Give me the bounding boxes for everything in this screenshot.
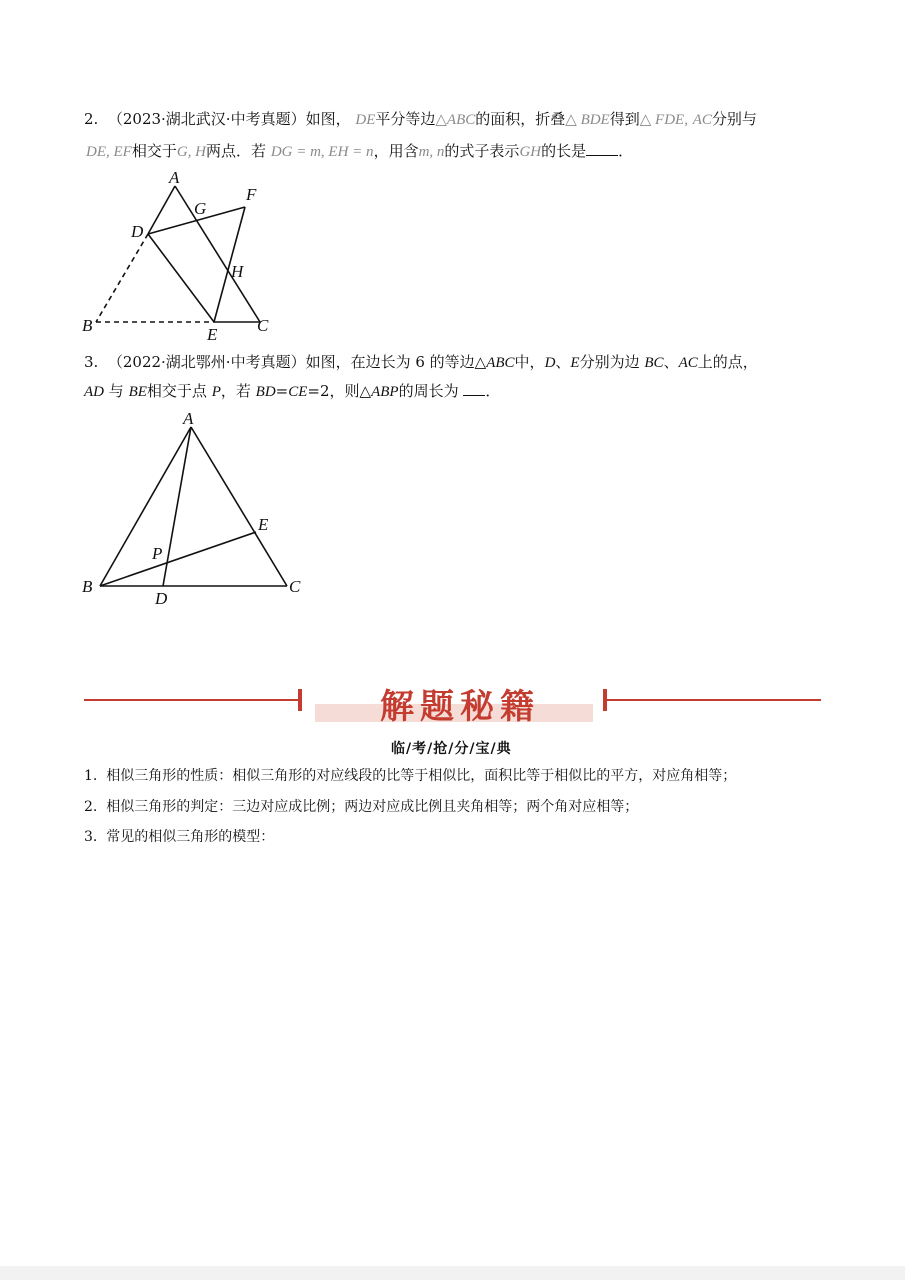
page-footer-strip xyxy=(0,1266,905,1280)
banner-tick-left xyxy=(298,689,302,711)
q2-number: 2. xyxy=(84,110,99,128)
tip-item: 2. 相似三角形的判定：三边对应成比例；两边对应成比例且夹角相等；两个角对应相等； xyxy=(84,799,639,815)
q2-label-a: A xyxy=(169,168,180,187)
banner-title: 解题秘籍 xyxy=(380,687,540,727)
q3-number: 3. xyxy=(84,353,99,371)
q3-source: （2022·湖北鄂州·中考真题） xyxy=(107,353,306,371)
q2-label-d: D xyxy=(131,222,144,241)
q3-line-1: 3. （2022·湖北鄂州·中考真题）如图，在边长为 6 的等边△ABC中，D、E分别为边 BC、AC上的点， xyxy=(84,353,758,371)
q3-label-c: C xyxy=(289,577,301,596)
banner-rule-left xyxy=(84,699,298,701)
q3-label-a: A xyxy=(183,409,194,428)
q2-label-b: B xyxy=(82,316,93,335)
q2-line-1: 2. （2023·湖北武汉·中考真题）如图， DE平分等边△ABC的面积，折叠△ BDE得到△ FDE, AC分别与 xyxy=(84,110,757,128)
q2-line-2: DE, EF相交于G, H两点．若 DG = m, EH = n，用含m, n的式子表示GH的长是 ． xyxy=(86,142,634,160)
q3-label-e: E xyxy=(258,515,269,534)
q3-label-d: D xyxy=(155,589,168,608)
tip-item: 3. 常见的相似三角形的模型： xyxy=(84,829,275,845)
tip-item: 1. 相似三角形的性质：相似三角形的对应线段的比等于相似比，面积比等于相似比的平方，对应角相等； xyxy=(84,768,737,784)
q3-label-p: P xyxy=(152,544,163,563)
q2-label-g: G xyxy=(194,199,207,218)
q2-label-h: H xyxy=(231,262,244,281)
q3-label-b: B xyxy=(82,577,93,596)
q2-label-e: E xyxy=(207,325,218,344)
q3-line-2: AD 与 BE相交于点 P，若 BD=CE=2，则△ABP的周长为 ． xyxy=(84,382,501,400)
banner-subtitle: 临/考/抢/分/宝/典 xyxy=(391,741,512,757)
q2-source: （2023·湖北武汉·中考真题） xyxy=(107,110,306,128)
q2-label-c: C xyxy=(257,316,269,335)
q2-label-f: F xyxy=(246,185,257,204)
banner-rule-right xyxy=(607,699,821,701)
